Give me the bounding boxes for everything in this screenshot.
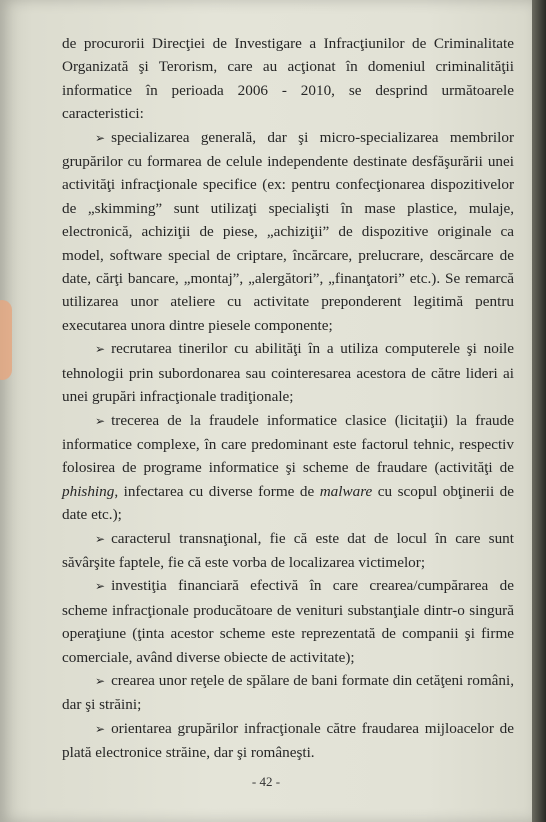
arrow-bullet-icon: ➢ xyxy=(95,342,106,357)
bullet-item: ➢ trecerea de la fraudele informatice clasice (licitaţii) la fraude informatice complexe, în care predominant este factorul tehnic, respectiv folosirea de programe informatice şi scheme de fraudare (activităţi de phishing, infectarea cu diverse forme de malware cu scopul obţinerii de date etc.); xyxy=(62,411,514,524)
bullet-item: ➢ specializarea generală, dar şi micro-specializarea membrilor grupărilor cu formarea de celule independente destinate desfăşurării unei activităţi infracţionale specifice (ex: pentru confecţionarea dispozitivelor de „skimming” sunt utilizaţi specialişti în mase plastice, mulaje, electronică, achiziţii de piese, „achiziţii” de dispozitive originale ca model, software special de criptare, încărcare, prelucrare, descărcare de date, cărţi bancare, „montaj”, „alergători”, „finanţatori” etc.). Se remarcă utilizarea unor ateliere cu activitate preponderent legitimă pentru executarea unora dintre piesele componente; xyxy=(62,128,514,334)
phishing-term: phishing xyxy=(62,482,115,500)
intro-paragraph: de procurorii Direcţiei de Investigare a Infracţiunilor de Criminalitate Organizată şi Terorism, care au acţionat în domeniul criminalităţii informatice în perioada 2006 - 2010, se desprind următoarele caracteristici: xyxy=(62,35,514,123)
bullet-item: ➢ caracterul transnaţional, fie că este dat de locul în care sunt săvârşite faptele, fie că este vorba de localizarea victimelor; xyxy=(62,529,514,571)
bullet-item: ➢ investiţia financiară efectivă în care crearea/cumpărarea de scheme infracţionale producătoare de venituri substanţiale dintr-o singură operaţiune (ţinta acestor scheme este reprezentată de companii şi firme comerciale, având diverse obiecte de activitate); xyxy=(62,577,514,666)
page-number: - 42 - xyxy=(251,774,281,789)
thumb-shadow xyxy=(0,300,12,380)
arrow-bullet-icon: ➢ xyxy=(95,531,106,546)
arrow-bullet-icon: ➢ xyxy=(95,579,106,594)
bullet-item: ➢ crearea unor reţele de spălare de bani formate din cetăţeni români, dar şi străini; xyxy=(62,671,514,714)
arrow-bullet-icon: ➢ xyxy=(95,673,106,688)
book-edge xyxy=(532,0,546,822)
body-text xyxy=(62,32,514,765)
arrow-bullet-icon: ➢ xyxy=(95,130,106,145)
malware-term: malware xyxy=(319,482,373,500)
bullet-item: ➢ recrutarea tinerilor cu abilităţi în a utiliza computerele şi noile tehnologii prin subordonarea sau cointeresarea acestora de către lideri ai unei grupări infracţionale tradiţionale; xyxy=(62,340,514,406)
arrow-bullet-icon: ➢ xyxy=(95,413,106,428)
arrow-bullet-icon: ➢ xyxy=(95,721,106,736)
bullet-item: ➢ orientarea grupărilor infracţionale către fraudarea mijloacelor de plată electronice străine, dar şi româneşti. xyxy=(62,719,514,762)
